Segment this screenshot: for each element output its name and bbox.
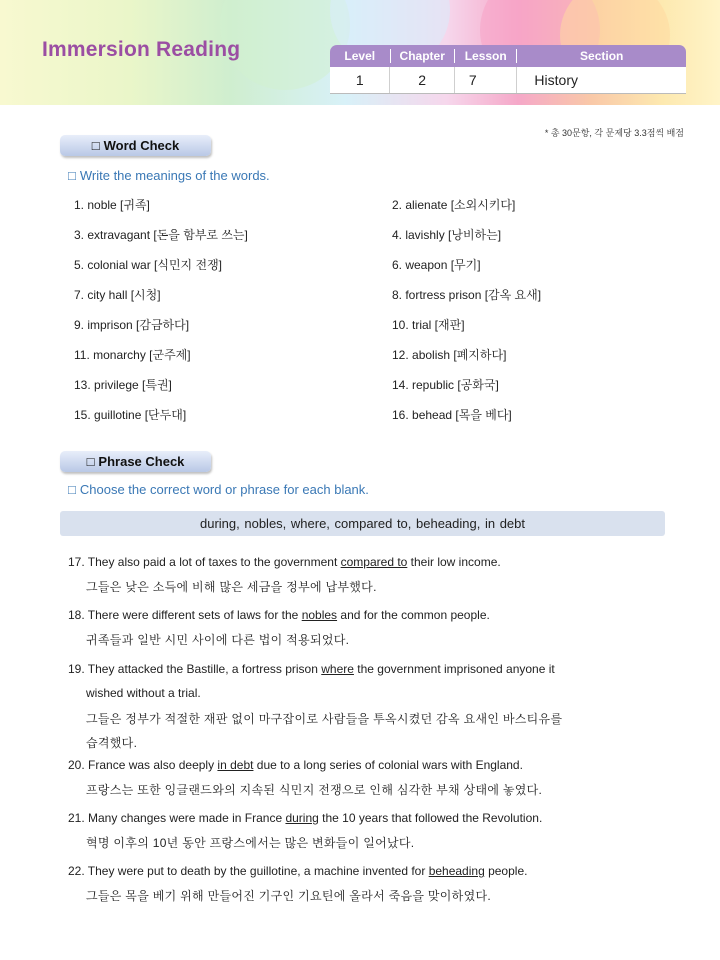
lesson-value: 7 — [455, 67, 518, 93]
chapter-header: Chapter — [391, 49, 455, 63]
question-text: 22. They were put to death by the guillotine, a machine invented for — [68, 864, 429, 878]
checkbox-icon: □ — [91, 138, 100, 153]
level-header: Level — [330, 49, 391, 63]
word-item: 15. guillotine [단두대] — [74, 408, 187, 422]
question-17 — [68, 555, 501, 569]
phrase-check-header — [60, 451, 211, 472]
checkbox-icon: □ — [86, 454, 95, 469]
korean-translation: 프랑스는 또한 잉글랜드와의 지속된 식민지 전쟁으로 인해 심각한 부채 상태에 놓였다. — [86, 783, 543, 797]
korean-translation: 그들은 목을 베기 위해 만들어진 기구인 기요틴에 올라서 죽음을 맞이하였다. — [86, 889, 491, 903]
word-item: 13. privilege [특권] — [74, 378, 172, 392]
question-text: 20. France was also deeply — [68, 758, 218, 772]
answer-blank: nobles — [301, 608, 338, 622]
korean-translation: 그들은 정부가 적절한 재판 없이 마구잡이로 사람들을 투옥시켰던 감옥 요새인 바스티유를 — [86, 712, 563, 726]
korean-translation: 그들은 낮은 소득에 비해 많은 세금을 정부에 납부했다. — [86, 580, 377, 594]
question-continuation: wished without a trial. — [86, 686, 201, 700]
question-22 — [68, 864, 527, 878]
answer-blank: in debt — [217, 758, 254, 772]
level-value: 1 — [330, 67, 390, 93]
word-item: 14. republic [공화국] — [392, 378, 499, 392]
header-banner — [0, 0, 720, 105]
word-item: 6. weapon [무기] — [392, 258, 481, 272]
korean-translation: 귀족들과 일반 시민 사이에 다른 법이 적용되었다. — [86, 633, 350, 647]
word-item: 9. imprison [감금하다] — [74, 318, 190, 332]
section-value: History — [534, 72, 578, 88]
checkbox-icon: □ — [68, 482, 76, 497]
question-text: the government imprisoned anyone it — [353, 662, 555, 676]
korean-translation: 습격했다. — [86, 736, 138, 750]
chapter-value: 2 — [390, 67, 454, 93]
word-item: 2. alienate [소외시키다] — [392, 198, 516, 212]
word-check-header — [60, 135, 211, 156]
instruction-text: Choose the correct word or phrase for each blank. — [79, 482, 369, 497]
checkbox-icon: □ — [68, 168, 76, 183]
question-text: people. — [484, 864, 528, 878]
word-item: 1. noble [귀족] — [74, 198, 150, 212]
word-item: 8. fortress prison [감옥 요새] — [392, 288, 542, 302]
phrase-check-instruction — [68, 482, 369, 497]
question-text: due to a long series of colonial wars with England. — [253, 758, 523, 772]
word-check-title: Word Check — [103, 138, 180, 153]
question-19 — [68, 662, 555, 676]
question-text: 21. Many changes were made in France — [68, 811, 286, 825]
question-text: the 10 years that followed the Revolution. — [318, 811, 543, 825]
phrase-check-title: Phrase Check — [98, 454, 185, 469]
word-item: 10. trial [재판] — [392, 318, 465, 332]
question-text: 17. They also paid a lot of taxes to the government — [68, 555, 341, 569]
question-text: and for the common people. — [337, 608, 490, 622]
word-item: 4. lavishly [낭비하는] — [392, 228, 502, 242]
word-item: 5. colonial war [식민지 전쟁] — [74, 258, 223, 272]
word-bank: during, nobles, where, compared to, beheading, in debt — [60, 511, 665, 536]
question-text: their low income. — [407, 555, 501, 569]
lesson-info-header — [330, 45, 686, 67]
word-item: 11. monarchy [군주제] — [74, 348, 191, 362]
instruction-text: Write the meanings of the words. — [79, 168, 270, 183]
word-check-instruction — [68, 168, 270, 183]
word-item: 7. city hall [시청] — [74, 288, 161, 302]
answer-blank: compared to — [340, 555, 408, 569]
question-text: 18. There were different sets of laws for the — [68, 608, 302, 622]
section-header: Section — [580, 49, 624, 63]
question-20 — [68, 758, 523, 772]
korean-translation: 혁명 이후의 10년 동안 프랑스에서는 많은 변화들이 일어났다. — [86, 836, 415, 850]
lesson-info-values — [330, 67, 686, 94]
word-item: 3. extravagant [돈을 함부로 쓰는] — [74, 228, 248, 242]
lesson-info-table — [330, 45, 686, 94]
word-item: 16. behead [목을 베다] — [392, 408, 512, 422]
answer-blank: beheading — [428, 864, 485, 878]
question-18 — [68, 608, 490, 622]
question-text: 19. They attacked the Bastille, a fortress prison — [68, 662, 322, 676]
lesson-header: Lesson — [455, 49, 517, 63]
question-21 — [68, 811, 542, 825]
word-item: 12. abolish [폐지하다] — [392, 348, 507, 362]
brand-logo: Immersion Reading — [42, 38, 241, 61]
scoring-note: * 총 30문항, 각 문제당 3.3점씩 배점 — [544, 128, 684, 138]
answer-blank: during — [285, 811, 319, 825]
answer-blank: where — [321, 662, 354, 676]
